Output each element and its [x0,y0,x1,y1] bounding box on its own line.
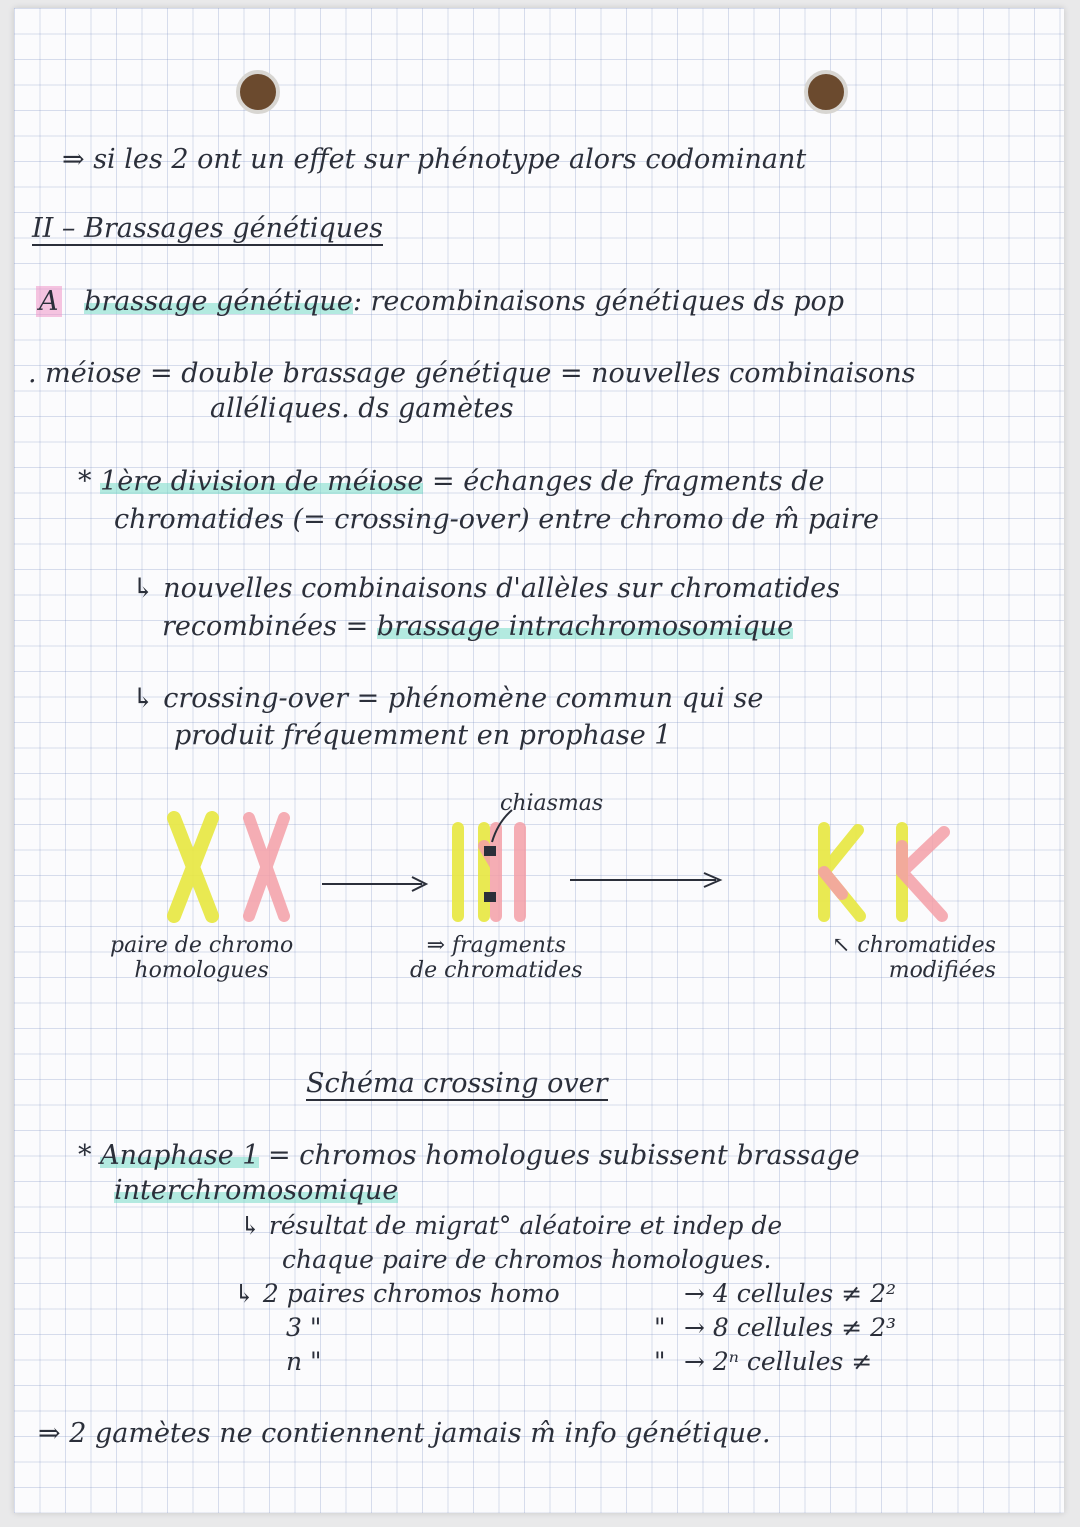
label-paire-homologues [110,933,293,983]
notebook-page [14,8,1064,1513]
term-intrachromosomique: brassage intrachromosomique [376,611,794,642]
line-division-1 [78,466,825,497]
chiasma-diagram [434,816,544,926]
text-resultat-1: ↳ résultat de migrat° aléatoire et indep de [240,1211,783,1240]
arrow-1 [322,874,432,894]
punch-hole-left [236,70,280,114]
text-recombinees: recombinées = [162,611,377,642]
line-paires-3 [286,1313,321,1342]
line-meiose-2 [210,393,514,424]
punch-hole-right [804,70,848,114]
line-division-2 [114,504,879,535]
chromosome-pink [249,818,284,916]
star-bullet: * [78,466,92,497]
text-chromatides: ↖ chromatides [832,933,996,958]
ditto-n [654,1347,666,1376]
line-anaphase-1 [78,1140,860,1171]
text-codominant: ⇒ si les 2 ont un effet sur phénotype alors codominant [62,144,807,175]
text-de-chromatides: de chromatides [410,958,583,983]
text-paires-n: n " [286,1347,322,1376]
label-fragments [410,933,583,983]
text-schema-title: Schéma crossing over [306,1068,608,1099]
term-interchromosomique: interchromosomique [114,1175,399,1206]
text-fragments: ⇒ fragments [426,933,567,958]
line-section-a [36,286,844,317]
result-paires-n [684,1347,872,1376]
chromosome-pair-diagram [154,808,314,928]
letter-a-badge: A [36,286,62,317]
text-meiose-2: alléliques. ds gamètes [210,393,514,424]
line-nouvelles-1 [132,573,840,604]
result-paires-2 [684,1279,896,1308]
text-chiasmas: chiasmas [500,791,604,816]
title-text: II – Brassages génétiques [32,213,383,244]
def-anaphase: = chromos homologues subissent brassage [259,1140,860,1171]
chiasma-mark-1 [484,846,496,856]
section-title [32,213,383,246]
def-brassage: : recombinaisons génétiques ds pop [352,286,845,317]
line-codominant [62,144,806,175]
line-meiose-1 [28,358,916,389]
result-paires-3 [684,1313,896,1342]
label-chromatides-modifiees [832,933,996,983]
modified-chromatids-diagram [794,816,974,926]
line-crossing-2 [174,720,671,751]
line-anaphase-2 [114,1175,398,1206]
text-meiose-1: . méiose = double brassage génétique = nouvelles combinaisons [28,358,916,389]
schema-title [306,1068,608,1101]
text-result-n: → 2ⁿ cellules ≠ [684,1347,873,1376]
line-resultat-2 [282,1245,771,1274]
text-division-2: chromatides (= crossing-over) entre chromo de m̂ paire [114,504,879,535]
line-crossing-1 [132,683,763,714]
text-modifiees: modifiées [888,958,996,983]
line-nouvelles-2 [162,611,793,642]
line-paires-n [286,1347,322,1376]
ditto-3 [654,1313,666,1342]
text-nouvelles-1: ↳ nouvelles combinaisons d'allèles sur chromatides [132,573,840,604]
line-paires-2 [234,1279,560,1308]
text-paires-3: 3 " [286,1313,322,1342]
text-crossing-2: produit fréquemment en prophase 1 [174,720,672,751]
line-resultat-1 [240,1211,782,1240]
text-result-3: → 8 cellules ≠ 2³ [684,1313,897,1342]
chromosome-yellow [174,818,212,916]
term-anaphase: Anaphase 1 [100,1140,260,1171]
text-paire: paire de chromo [110,933,294,958]
text-resultat-2: chaque paire de chromos homologues. [282,1245,772,1274]
term-brassage: brassage génétique [84,286,353,317]
star-bullet-2: * [78,1140,92,1171]
line-conclusion [38,1418,771,1449]
chiasma-mark-2 [484,892,496,902]
text-result-2: → 4 cellules ≠ 2² [684,1279,897,1308]
def-division: = échanges de fragments de [432,466,825,497]
text-ditto-n: " [654,1347,666,1376]
arrow-2 [570,870,730,890]
term-division: 1ère division de méiose [100,466,424,497]
label-chiasmas [500,791,603,816]
text-homologues: homologues [134,958,269,983]
text-crossing-1: ↳ crossing-over = phénomène commun qui se [132,683,764,714]
text-paires-2: ↳ 2 paires chromos homo [234,1279,560,1308]
text-conclusion: ⇒ 2 gamètes ne contiennent jamais m̂ info génétique. [38,1418,771,1449]
text-ditto-3: " [654,1313,666,1342]
